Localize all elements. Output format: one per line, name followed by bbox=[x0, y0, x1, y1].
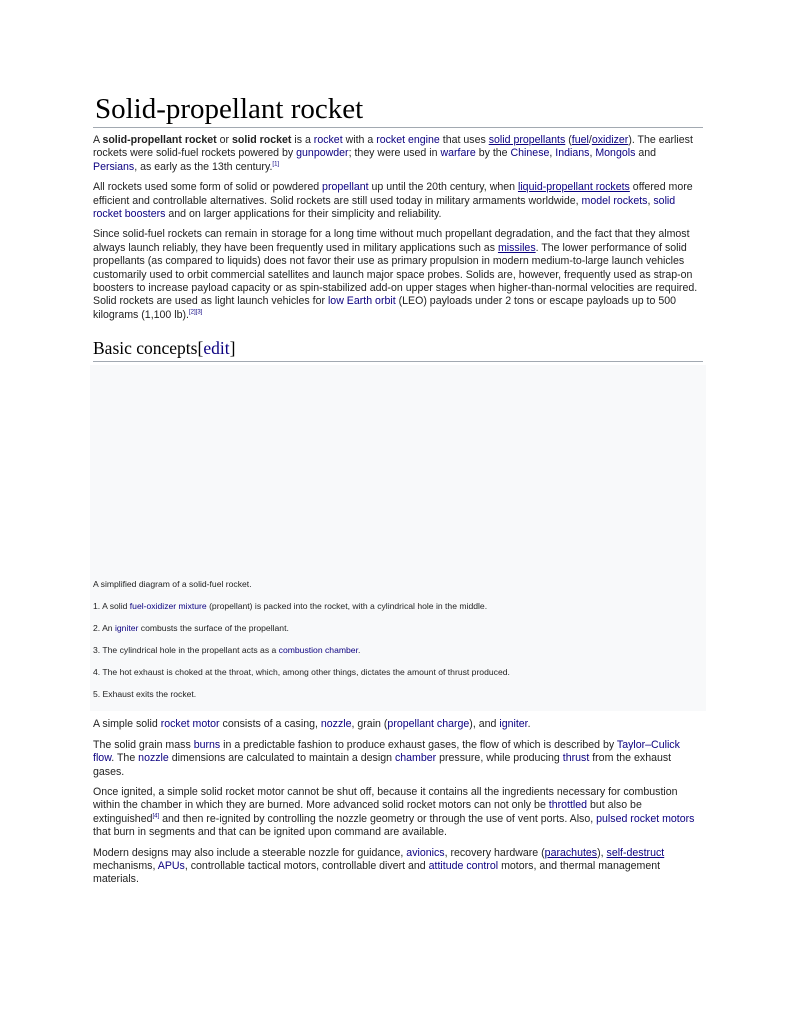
text: / bbox=[588, 134, 592, 146]
text: , as early as the 13th century. bbox=[134, 160, 273, 173]
wiki-link[interactable]: solid rocket boosters bbox=[93, 194, 676, 221]
text: ), bbox=[597, 846, 607, 859]
text: 4. The hot exhaust is choked at the throat, which, among other things, dictates the amount of thrust produced. bbox=[93, 667, 510, 678]
wiki-link[interactable]: pulsed rocket motors bbox=[596, 812, 695, 825]
wiki-link[interactable]: low Earth orbit bbox=[327, 295, 396, 308]
text: up until the 20th century, when bbox=[368, 181, 518, 194]
text: is a bbox=[291, 134, 314, 146]
figure-step bbox=[93, 623, 703, 634]
text: Modern designs may also include a steerable nozzle for guidance, bbox=[93, 846, 407, 859]
wiki-link[interactable]: igniter bbox=[114, 623, 139, 634]
text: and on larger applications for their simplicity and reliability. bbox=[165, 208, 442, 221]
wiki-link[interactable]: rocket bbox=[313, 134, 343, 146]
intro-section bbox=[93, 134, 703, 322]
wiki-link[interactable]: attitude control bbox=[428, 859, 499, 872]
wiki-link[interactable]: rocket engine bbox=[376, 134, 440, 146]
text: pressure, while producing bbox=[436, 752, 563, 765]
wiki-link[interactable]: parachutes bbox=[544, 846, 598, 859]
wiki-link[interactable]: nozzle bbox=[138, 752, 169, 765]
paragraph bbox=[93, 739, 703, 779]
text: Once ignited, a simple solid rocket motor cannot be shut off, because it contains all the ingredients necessary for combustion within the chamber in which they are burned. More advanced solid rocket motors can not only be bbox=[93, 785, 678, 812]
text: . The bbox=[111, 752, 139, 765]
text: Since solid-fuel rockets can remain in storage for a long time without much propellant degradation, and the fact that they almost always launch reliably, they have been frequently used in military applications such as bbox=[93, 228, 690, 254]
wiki-link[interactable]: model rockets bbox=[581, 194, 648, 207]
text: . bbox=[357, 645, 361, 656]
text: offered more efficient and controllable alternatives. Solid rockets are still used today in military armaments worldwide, bbox=[93, 181, 693, 207]
text: that burn in segments and that can be ignited upon command are available. bbox=[93, 826, 447, 839]
wiki-link[interactable]: chamber bbox=[394, 752, 437, 765]
text: . The lower performance of solid propellants (as compared to liquids) does not favor their use as primary propulsion in modern medium-to-large launch vehicles customarily used to orbit commercial satellites and launch major space probes. Solids are, however, frequently used as strap-on boosters to increase payload capacity or as spin-stabilized add-on upper stages when higher-than-normal velocities are required. Solid rockets are used as light launch vehicles for bbox=[93, 241, 698, 308]
text: 5. Exhaust exits the rocket. bbox=[93, 689, 197, 700]
text: 1. A solid bbox=[93, 601, 130, 612]
text: The solid grain mass bbox=[93, 738, 194, 751]
text: , grain ( bbox=[351, 718, 388, 731]
bold-term: solid rocket bbox=[231, 134, 292, 146]
wiki-link[interactable]: Mongols bbox=[595, 147, 636, 160]
basic-concepts-body bbox=[93, 718, 703, 886]
figure-caption bbox=[93, 579, 703, 590]
text: All rockets used some form of solid or powdered bbox=[93, 181, 323, 194]
wiki-link[interactable]: thrust bbox=[562, 752, 590, 765]
text: , bbox=[589, 147, 596, 160]
text: with a bbox=[342, 134, 377, 146]
wiki-link[interactable]: Chinese bbox=[510, 147, 550, 160]
text: or bbox=[216, 134, 232, 146]
text: but also be extinguished bbox=[93, 799, 642, 825]
wiki-link[interactable]: oxidizer bbox=[591, 134, 629, 146]
wiki-link[interactable]: missiles bbox=[497, 241, 536, 254]
text: , bbox=[549, 147, 556, 160]
wiki-link[interactable]: fuel bbox=[571, 134, 589, 146]
text: (propellant) is packed into the rocket, with a cylindrical hole in the middle. bbox=[206, 601, 488, 612]
wiki-link[interactable]: igniter bbox=[499, 718, 528, 731]
text: , recovery hardware ( bbox=[444, 846, 545, 859]
text: , controllable tactical motors, controllable divert and bbox=[184, 859, 429, 872]
text: ; they were used in bbox=[348, 147, 441, 160]
paragraph bbox=[93, 134, 703, 174]
text: 3. The cylindrical hole in the propellant acts as a bbox=[93, 645, 279, 656]
text: . bbox=[527, 718, 531, 731]
figure-step bbox=[93, 601, 703, 612]
wiki-link[interactable]: rocket motor bbox=[160, 718, 220, 731]
paragraph bbox=[93, 181, 703, 221]
text: that uses bbox=[439, 134, 489, 146]
diagram-figure bbox=[90, 365, 706, 711]
figure-step bbox=[93, 689, 703, 700]
wiki-link[interactable]: Taylor–Culick flow bbox=[93, 738, 680, 765]
text: from the exhaust gases. bbox=[93, 752, 672, 778]
article bbox=[93, 92, 703, 887]
citation-link[interactable]: [2][3] bbox=[188, 309, 203, 316]
text: , bbox=[647, 194, 654, 207]
text: dimensions are calculated to maintain a design bbox=[168, 752, 395, 765]
section-heading-text: Basic concepts bbox=[93, 338, 198, 359]
paragraph bbox=[93, 228, 703, 322]
text: and bbox=[635, 147, 657, 160]
text: 2. An bbox=[93, 623, 115, 634]
edit-bracket: ] bbox=[229, 338, 236, 359]
citation-link[interactable]: [1] bbox=[272, 161, 280, 168]
text: (LEO) payloads under 2 tons or escape payloads up to 500 kilograms (1,100 lb). bbox=[93, 295, 676, 321]
wiki-link[interactable]: avionics bbox=[406, 846, 445, 859]
wiki-link[interactable]: solid propellants bbox=[488, 134, 566, 146]
wiki-link[interactable]: throttled bbox=[548, 799, 588, 812]
bold-term: solid-propellant rocket bbox=[102, 134, 217, 146]
wiki-link[interactable]: APUs bbox=[157, 859, 185, 872]
paragraph bbox=[93, 847, 703, 887]
text: and then re-ignited by controlling the nozzle geometry or through the use of vent ports. Also, bbox=[159, 812, 597, 825]
wiki-link[interactable]: propellant bbox=[322, 181, 369, 194]
text: motors, and thermal management materials. bbox=[93, 859, 661, 886]
edit-section-link[interactable]: edit bbox=[203, 338, 230, 359]
figure-step bbox=[93, 667, 703, 678]
text: ( bbox=[565, 134, 572, 146]
paragraph bbox=[93, 718, 703, 731]
wiki-link[interactable]: nozzle bbox=[320, 718, 352, 731]
text: ), and bbox=[469, 718, 500, 731]
paragraph bbox=[93, 786, 703, 840]
wiki-link[interactable]: Indians bbox=[555, 147, 590, 160]
edit-bracket: [ bbox=[197, 338, 204, 359]
text: by the bbox=[475, 147, 511, 160]
text: consists of a casing, bbox=[219, 718, 321, 731]
wiki-link[interactable]: warfare bbox=[440, 147, 476, 160]
text: A simple solid bbox=[93, 718, 161, 731]
text: in a predictable fashion to produce exhaust gases, the flow of which is described by bbox=[220, 738, 617, 751]
text: mechanisms, bbox=[93, 859, 158, 872]
wiki-link[interactable]: Persians bbox=[93, 160, 135, 173]
wiki-link[interactable]: burns bbox=[193, 738, 221, 751]
figure-step bbox=[93, 645, 703, 656]
text: ). The earliest rockets were solid-fuel rockets powered by bbox=[93, 134, 693, 160]
text: combusts the surface of the propellant. bbox=[138, 623, 289, 634]
page-title: Solid-propellant rocket bbox=[93, 92, 703, 128]
citation-link[interactable]: [4] bbox=[152, 813, 160, 820]
text: A bbox=[93, 134, 103, 146]
wiki-link[interactable]: propellant charge bbox=[387, 718, 470, 731]
section-heading-basic-concepts bbox=[93, 336, 703, 362]
wiki-link[interactable]: combustion chamber bbox=[278, 645, 358, 656]
wiki-link[interactable]: liquid-propellant rockets bbox=[517, 181, 630, 194]
wiki-link[interactable]: self-destruct bbox=[606, 846, 665, 859]
wiki-link[interactable]: fuel-oxidizer mixture bbox=[129, 601, 207, 612]
wiki-link[interactable]: gunpowder bbox=[296, 147, 349, 160]
text: A simplified diagram of a solid-fuel rocket. bbox=[93, 579, 252, 590]
